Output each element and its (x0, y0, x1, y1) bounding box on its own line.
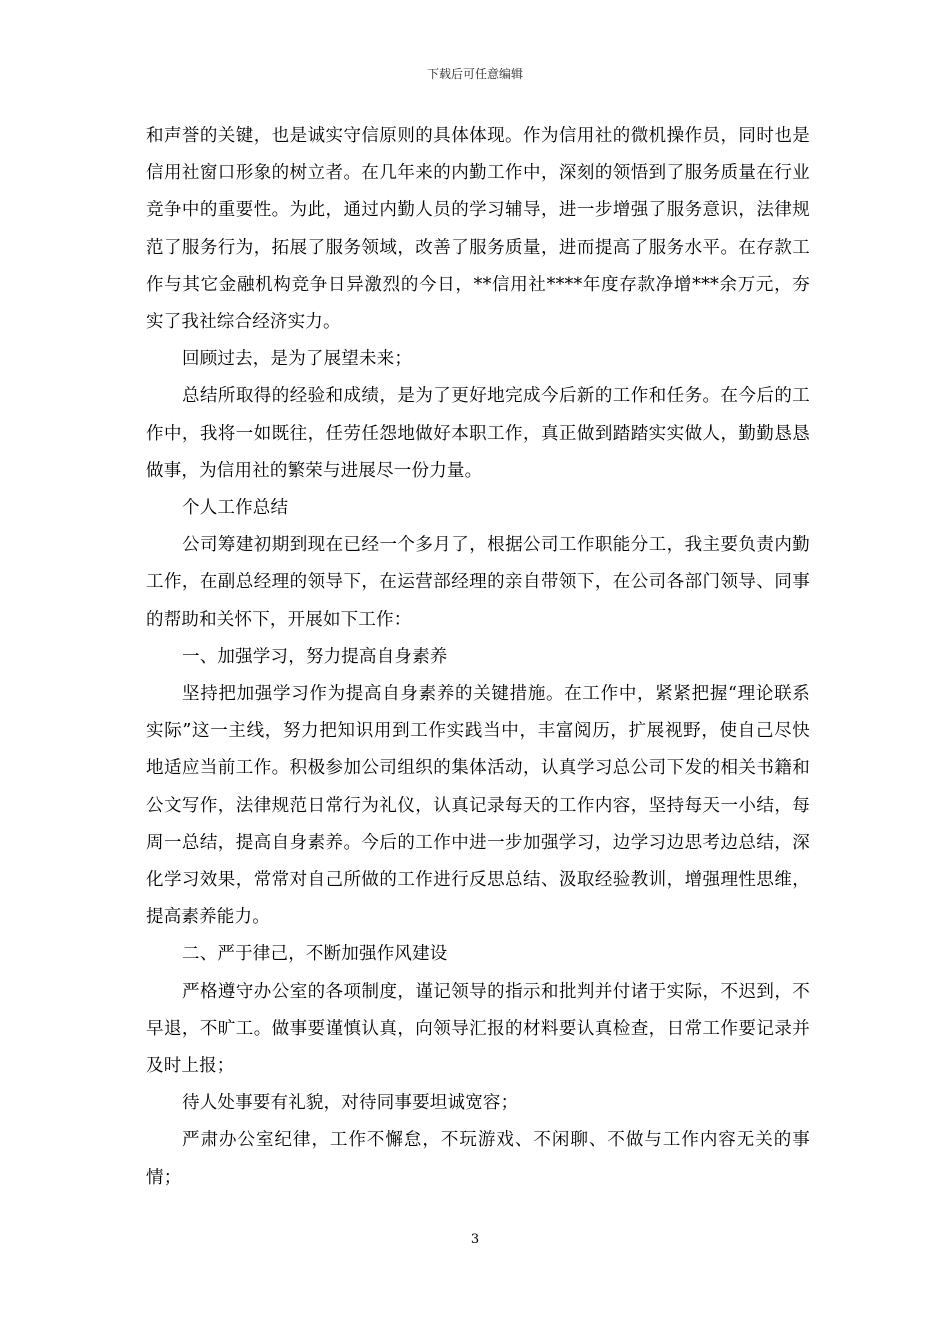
paragraph-3: 总结所取得的经验和成绩，是为了更好地完成今后新的工作和任务。在今后的工作中，我将一如既往，任劳任怨地做好本职工作，真正做到踏踏实实做人，勤勤恳恳做事，为信用社的繁荣与进展尽一份力量。 (146, 386, 810, 481)
paragraph-7: 坚持把加强学习作为提高自身素养的关键措施。在工作中，紧紧把握“理论联系实际”这一主线，努力把知识用到工作实践当中，丰富阅历，扩展视野，使自己尽快地适应当前工作。积极参加公司组织的集体活动，认真学习总公司下发的相关书籍和公文写作，法律规范日常行为礼仪，认真记录每天的工作内容，坚持每天一小结，每周一总结，提高自身素养。今后的工作中进一步加强学习，边学习边思考边总结，深化学习效果，常常对自己所做的工作进行反思总结、汲取经验教训，增强理性思维，提高素养能力。 (146, 684, 810, 928)
paragraph-11: 严肃办公室纪律，工作不懈怠，不玩游戏、不闲聊、不做与工作内容无关的事情； (146, 1130, 810, 1188)
paragraph-1: 和声誉的关键，也是诚实守信原则的具体体现。作为信用社的微机操作员，同时也是信用社窗口形象的树立者。在几年来的内勤工作中，深刻的领悟到了服务质量在行业竞争中的重要性。为此，通过内勤人员的学习辅导，进一步增强了服务意识，法律规范了服务行为，拓展了服务领域，改善了服务质量，进而提高了服务水平。在存款工作与其它金融机构竞争日异激烈的今日，**信用社****年度存款净增***余万元，夯实了我社综合经济实力。 (146, 126, 810, 333)
section-title: 个人工作总结 (182, 498, 289, 519)
paragraph-9: 严格遵守办公室的各项制度，谨记领导的指示和批判并付诸于实际，不迟到，不早退，不旷工。做事要谨慎认真，向领导汇报的材料要认真检查，日常工作要记录并及时上报； (146, 981, 810, 1077)
page-header: 下载后可任意编辑 (426, 67, 523, 81)
paragraph-10: 待人处事要有礼貌，对待同事要坦诚宽容； (182, 1093, 519, 1114)
heading-1: 一、加强学习，努力提高自身素养 (182, 646, 448, 667)
document-body (146, 118, 810, 1197)
paragraph-2: 回顾过去，是为了展望未来； (182, 349, 413, 370)
paragraph-5: 公司筹建初期到现在已经一个多月了，根据公司工作职能分工，我主要负责内勤工作，在副总经理的领导下，在运营部经理的亲自带领下，在公司各部门领导、同事的帮助和关怀下，开展如下工作： (146, 535, 810, 630)
heading-2: 二、严于律己，不断加强作风建设 (182, 944, 448, 965)
page-number: 3 (470, 1232, 480, 1247)
